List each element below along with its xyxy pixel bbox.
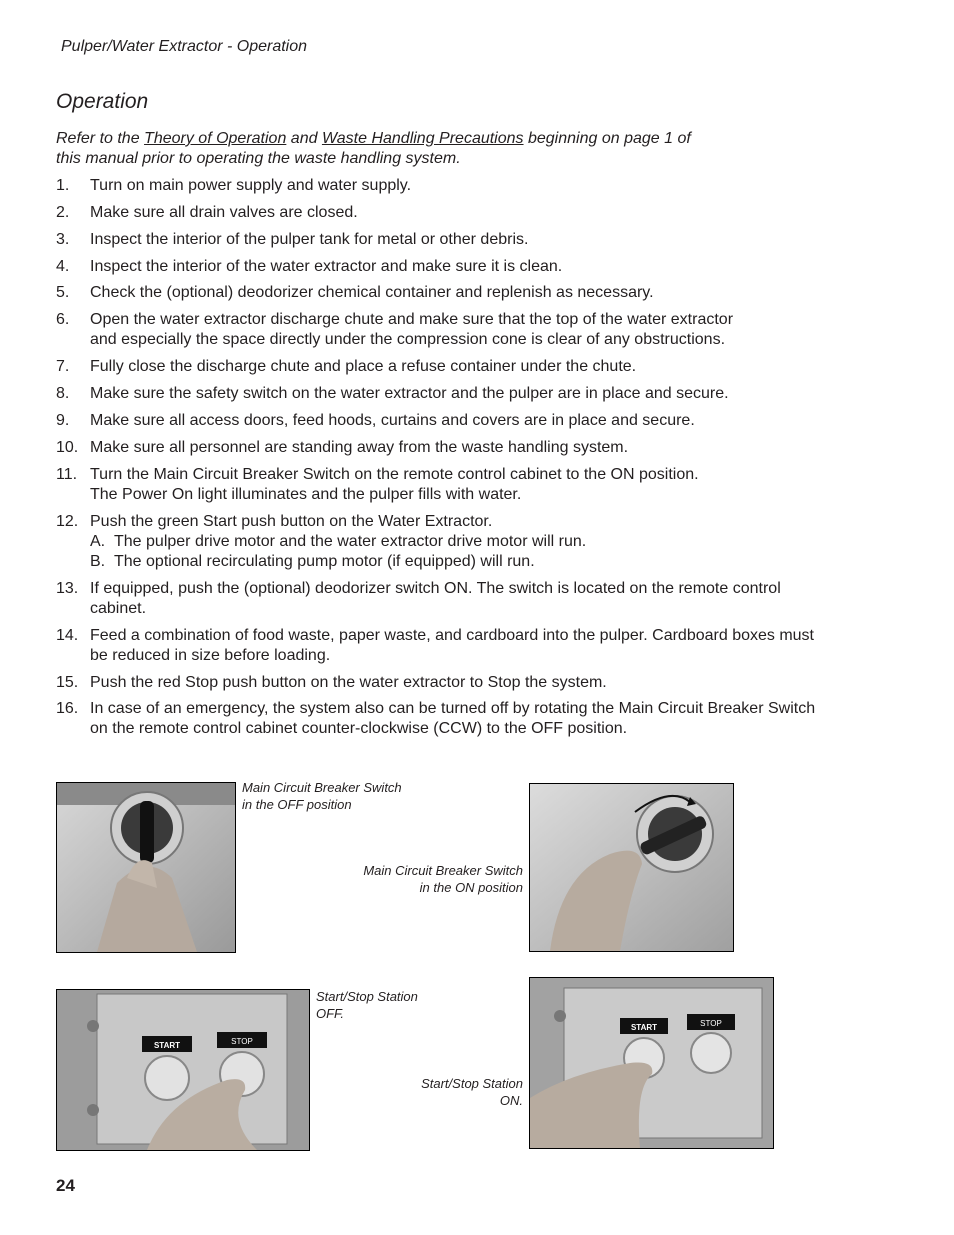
station-off-stop-label: STOP xyxy=(231,1037,253,1046)
step-number: 9. xyxy=(56,412,70,429)
station-off-caption-line2: OFF. xyxy=(316,1006,344,1021)
step-item xyxy=(56,579,886,619)
step-item xyxy=(56,465,886,505)
intro-middle: and xyxy=(286,130,322,147)
step-item xyxy=(56,176,886,196)
waste-handling-precautions-link[interactable]: Waste Handling Precautions xyxy=(321,130,524,147)
step-item xyxy=(56,411,886,431)
sub-step-item xyxy=(90,532,886,552)
station-off-caption-line1: Start/Stop Station xyxy=(316,989,418,1004)
breaker-on-photo xyxy=(529,783,734,952)
step-number: 8. xyxy=(56,385,70,402)
theory-of-operation-link[interactable]: Theory of Operation xyxy=(144,130,287,147)
step-item xyxy=(56,384,886,404)
step-item xyxy=(56,283,886,303)
step-item xyxy=(56,357,886,377)
station-on-stop-label: STOP xyxy=(700,1019,722,1028)
running-header: Pulper/Water Extractor - Operation xyxy=(61,38,308,55)
step-text: Make sure all personnel are standing away from the waste handling system. xyxy=(90,439,629,456)
intro-paragraph xyxy=(56,129,716,169)
step-text: Feed a combination of food waste, paper waste, and cardboard into the pulper. Cardboard boxes must xyxy=(90,627,814,644)
step-text: Inspect the interior of the pulper tank for metal or other debris. xyxy=(90,231,529,248)
step-number: 16. xyxy=(56,700,79,717)
breaker-off-caption-line1: Main Circuit Breaker Switch xyxy=(242,780,402,795)
step-text-continued: The Power On light illuminates and the pulper fills with water. xyxy=(90,486,522,503)
station-on-caption-line1: Start/Stop Station xyxy=(421,1076,523,1091)
breaker-off-caption-line2: in the OFF position xyxy=(242,797,352,812)
step-text: Inspect the interior of the water extractor and make sure it is clean. xyxy=(90,258,563,275)
sub-step-text: The optional recirculating pump motor (if equipped) will run. xyxy=(114,553,535,570)
station-on-start-label: START xyxy=(630,1023,658,1032)
step-item xyxy=(56,512,886,572)
page-number: 24 xyxy=(56,1176,75,1195)
station-off-photo xyxy=(56,989,310,1151)
step-number: 10. xyxy=(56,439,79,456)
step-number: 6. xyxy=(56,311,70,328)
step-text-continued: on the remote control cabinet counter-clockwise (CCW) to the OFF position. xyxy=(90,720,628,737)
step-text-continued: cabinet. xyxy=(90,600,147,617)
station-on-illustration xyxy=(530,978,773,1148)
breaker-off-caption xyxy=(242,779,402,813)
step-number: 12. xyxy=(56,513,79,530)
station-on-caption xyxy=(360,1075,523,1109)
step-text: If equipped, push the (optional) deodorizer switch ON. The switch is located on the remote control xyxy=(90,580,781,597)
step-item xyxy=(56,230,886,250)
step-item xyxy=(56,699,886,739)
step-number: 13. xyxy=(56,580,79,597)
step-text: Make sure all drain valves are closed. xyxy=(90,204,358,221)
step-item xyxy=(56,626,886,666)
step-text: Turn the Main Circuit Breaker Switch on the remote control cabinet to the ON position. xyxy=(90,466,699,483)
step-text: Make sure all access doors, feed hoods, curtains and covers are in place and secure. xyxy=(90,412,695,429)
section-title: Operation xyxy=(56,90,149,113)
station-off-start-label: START xyxy=(153,1041,181,1050)
step-text: Fully close the discharge chute and place a refuse container under the chute. xyxy=(90,358,637,375)
intro-prefix: Refer to the xyxy=(56,130,145,147)
step-item xyxy=(56,257,886,277)
station-off-illustration xyxy=(57,990,309,1150)
step-text: Make sure the safety switch on the water extractor and the pulper are in place and secure. xyxy=(90,385,729,402)
breaker-on-caption-line1: Main Circuit Breaker Switch xyxy=(363,863,523,878)
sub-step-text: The pulper drive motor and the water extractor drive motor will run. xyxy=(114,533,587,550)
step-text-continued: and especially the space directly under the compression cone is clear of any obstructions. xyxy=(90,331,726,348)
step-item xyxy=(56,203,886,223)
step-number: 3. xyxy=(56,231,70,248)
intro-suffix: beginning on page 1 of this manual prior to operating the waste handling system. xyxy=(56,130,691,167)
step-text: Open the water extractor discharge chute and make sure that the top of the water extractor xyxy=(90,311,734,328)
sub-step-item xyxy=(90,552,886,572)
step-text: Turn on main power supply and water supply. xyxy=(90,177,412,194)
station-on-photo xyxy=(529,977,774,1149)
step-text: In case of an emergency, the system also can be turned off by rotating the Main Circuit Breaker Switch xyxy=(90,700,816,717)
breaker-on-caption-line2: in the ON position xyxy=(419,880,523,895)
operation-steps-list xyxy=(56,176,886,739)
station-off-caption xyxy=(316,988,418,1022)
step-number: 14. xyxy=(56,627,79,644)
step-text: Check the (optional) deodorizer chemical container and replenish as necessary. xyxy=(90,284,654,301)
step-number: 15. xyxy=(56,674,79,691)
step-number: 11. xyxy=(56,466,78,483)
step-number: 2. xyxy=(56,204,70,221)
step-text-continued: be reduced in size before loading. xyxy=(90,647,331,664)
step-item xyxy=(56,310,886,350)
step-item xyxy=(56,438,886,458)
step-text: Push the red Stop push button on the water extractor to Stop the system. xyxy=(90,674,607,691)
step-number: 5. xyxy=(56,284,70,301)
step-item xyxy=(56,673,886,693)
breaker-off-photo xyxy=(56,782,236,953)
step-number: 4. xyxy=(56,258,70,275)
step-number: 7. xyxy=(56,358,70,375)
breaker-off-illustration xyxy=(57,783,235,952)
sub-step-letter: A. xyxy=(90,533,106,550)
breaker-on-illustration xyxy=(530,784,733,951)
step-number: 1. xyxy=(56,177,70,194)
step-text: Push the green Start push button on the Water Extractor. xyxy=(90,513,493,530)
station-on-caption-line2: ON. xyxy=(499,1093,523,1108)
sub-step-letter: B. xyxy=(90,553,106,570)
breaker-on-caption xyxy=(320,862,523,896)
